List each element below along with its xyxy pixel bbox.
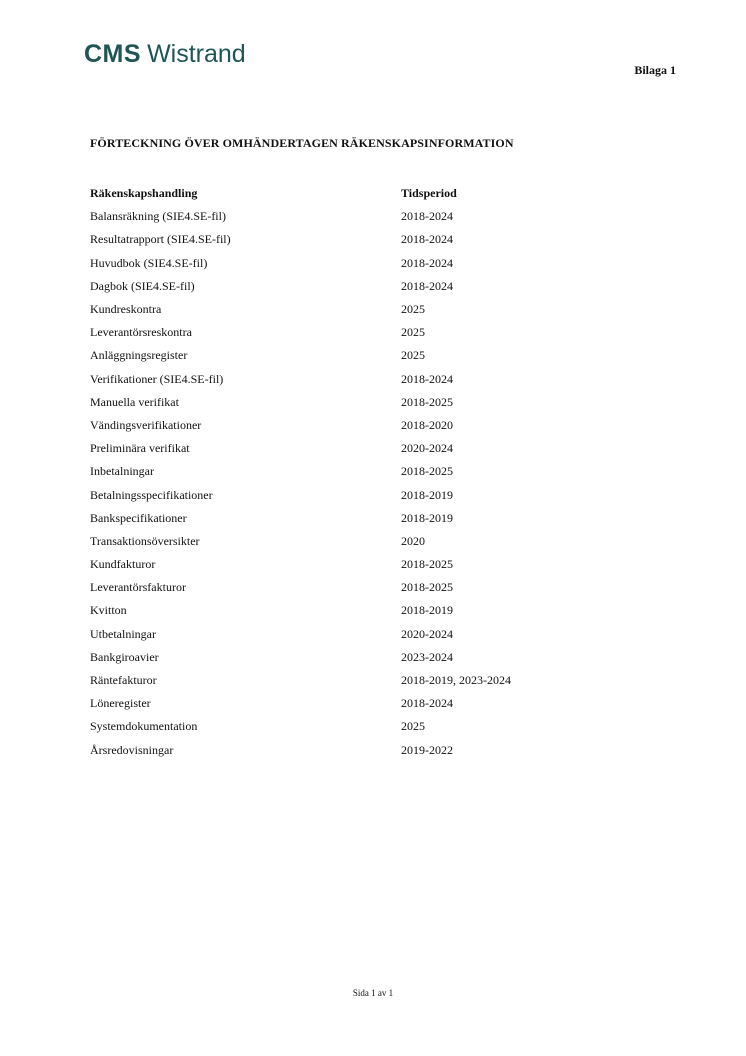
record-type-cell: Anläggningsregister: [90, 348, 188, 363]
period-cell: 2018-2019: [401, 487, 453, 502]
record-type-cell: Kundfakturor: [90, 557, 156, 572]
table-row: [90, 739, 610, 762]
period-cell: 2018-2020: [401, 417, 453, 432]
period-cell: 2018-2024: [401, 255, 453, 270]
table-row: [90, 646, 610, 669]
table-row: [90, 669, 610, 692]
period-cell: 2018-2025: [401, 394, 453, 409]
record-type-cell: Dagbok (SIE4.SE-fil): [90, 278, 195, 293]
record-type-cell: Betalningsspecifikationer: [90, 487, 213, 502]
record-type-cell: Bankspecifikationer: [90, 510, 187, 525]
table-row: [90, 298, 610, 321]
period-cell: 2025: [401, 348, 425, 363]
period-cell: 2018-2025: [401, 557, 453, 572]
period-cell: 2019-2022: [401, 742, 453, 757]
period-cell: 2018-2025: [401, 580, 453, 595]
period-cell: 2025: [401, 325, 425, 340]
record-type-cell: Kundreskontra: [90, 302, 162, 317]
record-type-cell: Huvudbok (SIE4.SE-fil): [90, 255, 208, 270]
company-logo: [84, 38, 246, 70]
period-cell: 2018-2025: [401, 464, 453, 479]
table-row: [90, 252, 610, 275]
period-cell: 2023-2024: [401, 649, 453, 664]
period-cell: 2018-2024: [401, 232, 453, 247]
table-row: [90, 321, 610, 344]
record-type-cell: Kvitton: [90, 603, 127, 618]
table-row: [90, 368, 610, 391]
page-number: Sida 1 av 1: [352, 988, 394, 998]
record-type-cell: Bankgiroavier: [90, 649, 159, 664]
period-cell: 2020: [401, 533, 425, 548]
period-cell: 2018-2024: [401, 696, 453, 711]
record-type-cell: Vändingsverifikationer: [90, 417, 202, 432]
period-cell: 2020-2024: [401, 441, 453, 456]
period-cell: 2018-2024: [401, 371, 453, 386]
period-cell: 2018-2019: [401, 603, 453, 618]
table-row: [90, 437, 610, 460]
record-type-cell: Balansräkning (SIE4.SE-fil): [90, 209, 226, 224]
period-cell: 2020-2024: [401, 626, 453, 641]
column-header-period: Tidsperiod: [401, 186, 457, 201]
period-cell: 2025: [401, 719, 425, 734]
table-row: [90, 692, 610, 715]
record-type-cell: Systemdokumentation: [90, 719, 198, 734]
record-type-cell: Inbetalningar: [90, 464, 154, 479]
table-row: [90, 623, 610, 646]
period-cell: 2018-2019, 2023-2024: [401, 673, 511, 688]
period-cell: 2018-2019: [401, 510, 453, 525]
table-row: [90, 391, 610, 414]
record-type-cell: Leverantörsreskontra: [90, 325, 192, 340]
record-type-cell: Verifikationer (SIE4.SE-fil): [90, 371, 224, 386]
column-header-document: Räkenskapshandling: [90, 186, 198, 201]
record-type-cell: Årsredovisningar: [90, 742, 174, 757]
record-type-cell: Utbetalningar: [90, 626, 156, 641]
table-row: [90, 205, 610, 228]
records-table: [90, 182, 610, 762]
table-row: [90, 228, 610, 251]
table-row: [90, 344, 610, 367]
record-type-cell: Löneregister: [90, 696, 151, 711]
period-cell: 2018-2024: [401, 209, 453, 224]
record-type-cell: Manuella verifikat: [90, 394, 179, 409]
record-type-cell: Preliminära verifikat: [90, 441, 190, 456]
table-row: [90, 715, 610, 738]
document-title: FÖRTECKNING ÖVER OMHÄNDERTAGEN RÄKENSKAPSINFORMATION: [90, 136, 514, 150]
logo-firm: Wistrand: [147, 40, 246, 68]
table-row: [90, 530, 610, 553]
record-type-cell: Leverantörsfakturor: [90, 580, 186, 595]
table-row: [90, 414, 610, 437]
attachment-label: Bilaga 1: [634, 63, 676, 77]
table-row: [90, 460, 610, 483]
table-header-row: [90, 182, 610, 205]
table-row: [90, 599, 610, 622]
table-row: [90, 553, 610, 576]
table-row: [90, 576, 610, 599]
logo-brand: CMS: [84, 40, 142, 68]
record-type-cell: Resultatrapport (SIE4.SE-fil): [90, 232, 231, 247]
record-type-cell: Räntefakturor: [90, 673, 157, 688]
period-cell: 2018-2024: [401, 278, 453, 293]
table-row: [90, 507, 610, 530]
record-type-cell: Transaktionsöversikter: [90, 533, 200, 548]
table-row: [90, 483, 610, 506]
period-cell: 2025: [401, 302, 425, 317]
table-row: [90, 275, 610, 298]
